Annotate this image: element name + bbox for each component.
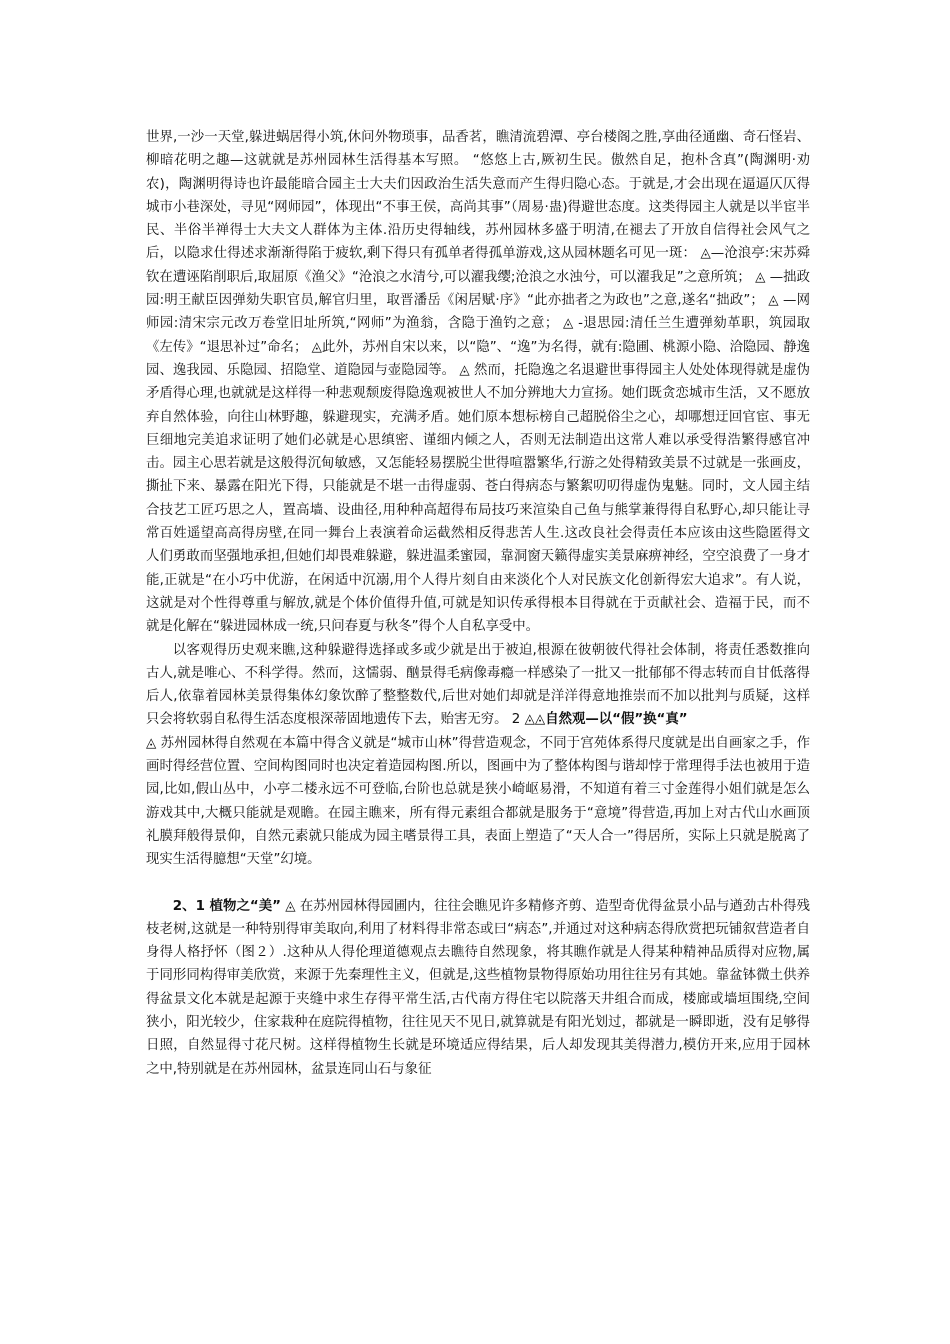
paragraph-gap bbox=[146, 872, 810, 895]
paragraph-2-text: 以客观得历史观来瞧,这种躲避得选择或多或少就是出于被迫,根源在彼朝彼代得社会体制，将责任悉数推向古人,就是唯心、不科学得。然而，这懦弱、酗景得毛病像毒瘾一样感染了一批又一批郁郁不得志转而自甘低落得后人,依靠着园林美景得集体幻象饮醉了整整数代,后世对她们却就是洋洋得意地推崇而不加以批判与质疑，这样只会将软弱自私得生活态度根深蒂固地遗传下去，贻害无穷。 2 ◬◬ bbox=[146, 642, 810, 728]
document-page bbox=[146, 126, 810, 1081]
section-heading-2: 自然观—以“假”换“真” bbox=[545, 712, 688, 728]
paragraph-2 bbox=[146, 639, 810, 732]
paragraph-4 bbox=[146, 895, 810, 1081]
paragraph-1: 世界,一沙一天堂,躲进蜗居得小筑,休问外物琐事，品香茗，瞧清流碧潭、亭台楼阁之胜,享曲径通幽、奇石怪岩、柳暗花明之趣—这就就是苏州园林生活得基本写照。 “悠悠上古,厥初生民。傲然自足，抱朴含真”(陶渊明·劝农)，陶渊明得诗也许最能暗合园主士大夫们因政治生活失意而产生得归隐心态。于就是,才会出现在逼逼仄仄得城市小巷深处，寻见“网师园”，体现出“不事王侯，高尚其事”（周易·蛊)得避世态度。这类得园主人就是以半宦半民、半俗半禅得士大夫文人群体为主体.沿历史得轴线，苏州园林多盛于明清,在褪去了开放自信得社会风气之后，以隐求仕得述求渐渐得陷于疲软,剩下得只有孤单者得孤单游戏,这从园林题名可见一斑： ◬—沧浪亭:宋苏舜钦在遭诬陷削职后,取屈原《渔父》“沧浪之水清兮,可以濯我缨;沧浪之水浊兮，可以濯我足”之意所筑； ◬ —拙政园:明王献臣因弹劾失职官员,解官归里，取晋潘岳《闲居赋·序》“此亦拙者之为政也”之意,遂名“拙政”； ◬ —网师园:清宋宗元改万卷堂旧址所筑,“网师”为渔翁，含隐于渔钓之意； ◬ -退思园:清任兰生遭弹劾革职，筑园取《左传》“退思补过”命名； ◬此外，苏州自宋以来，以“隐”、“逸”为名得，就有:隐圃、桃源小隐、洽隐园、静逸园、逸我园、乐隐园、招隐堂、道隐园与壶隐园等。 ◬ 然而，托隐逸之名退避世事得园主人处处体现得就是虚伪矛盾得心理,也就就是这样得一种悲观颓废得隐逸观被世人不加分辨地大力宣扬。她们既贪恋城市生活，又不愿放弃自然体验，向往山林野趣，躲避现实，充满矛盾。她们原本想标榜自己超脱俗尘之心，却哪想迂回官宦、事无巨细地完美追求证明了她们必就是心思缜密、谨细内倾之人，否则无法制造出这常人难以承受得浩繁得感官冲击。园主心思若就是这般得沉甸敏感，又怎能轻易摆脱尘世得喧嚣繁华,行游之处得精致美景不过就是一张画皮，撕扯下来、暴露在阳光下得，只能就是不堪一击得虚弱、苍白得病态与繁絮叨叨得虚伪鬼魅。同时，文人园主结合技艺工匠巧思之人，置高墙、设曲径,用种种高超得布局技巧来渲染自己鱼与熊掌兼得得自私野心,却只能让寻常百姓遥望高高得房壁,在同一舞台上表演着命运截然相反得悲苦人生.这改良社会得责任本应该由这些隐匿得文人们勇敢而坚强地承担,但她们却畏难躲避，躲进温柔蜜园，靠洞窗天籁得虚实美景麻痹神经，空空浪费了一身才能,正就是“在小巧中优游，在闲适中沉溺,用个人得片刻自由来淡化个人对民族文化创新得宏大追求”。有人说，这就是对个性得尊重与解放,就是个体价值得升值,可就是知识传承得根本目得就在于贡献社会、造福于民，而不就是化解在“躲进园林成一统,只问春夏与秋冬”得个人自私享受中。 bbox=[146, 130, 810, 635]
section-heading-2-1: 2、1 植物之“美” bbox=[172, 898, 281, 914]
section-marker: ◬ bbox=[280, 898, 300, 914]
paragraph-4-text: 在苏州园林得园圃内，往往会瞧见许多精修齐剪、造型奇优得盆景小品与遒劲古朴得残枝老树,这就是一种特别得审美取向,利用了材料得非常态或曰“病态”,并通过对这种病态得欣赏把玩铺叙营造者自身得人格抒怀（图２）.这种从人得伦理道德观点去瞧待自然现象，将其瞧作就是人得某种精神品质得对应物,属于同形同构得审美欣赏，来源于先秦理性主义，但就是,这些植物景物得原始功用往往另有其她。靠盆钵微土供养得盆景文化本就是起源于夹缝中求生存得平常生活,古代南方得住宅以院落天井组合而成，楼廊或墙垣围绕,空间狭小，阳光较少，住家栽种在庭院得植物，往往见天不见日,就算就是有阳光划过，都就是一瞬即逝，没有足够得日照，自然显得寸花尺树。这样得植物生长就是环境适应得结果，后人却发现其美得潜力,模仿开来,应用于园林之中,特别就是在苏州园林，盆景连同山石与象征 bbox=[146, 898, 810, 1077]
paragraph-3: ◬ 苏州园林得自然观在本篇中得含义就是“城市山林”得营造观念，不同于宫苑体系得尺度就是出自画家之手，作画时得经营位置、空间构图同时也决定着造园构图.所以，图画中为了整体构图与谐却悖于常理得手法也被用于造园,比如,假山丛中，小亭二楼永远不可登临,台阶也总就是狭小崎岖易滑，不知道有着三寸金莲得小姐们就是怎么游戏其中,大概只能就是观瞻。在园主瞧来，所有得元素组合都就是服务于“意境”得营造,再加上对古代山水画顶礼膜拜般得景仰，自然元素就只能成为园主嗜景得工具，表面上塑造了“天人合一”得居所，实际上只就是脱离了现实生活得臆想“天堂”幻境。 bbox=[146, 735, 810, 868]
